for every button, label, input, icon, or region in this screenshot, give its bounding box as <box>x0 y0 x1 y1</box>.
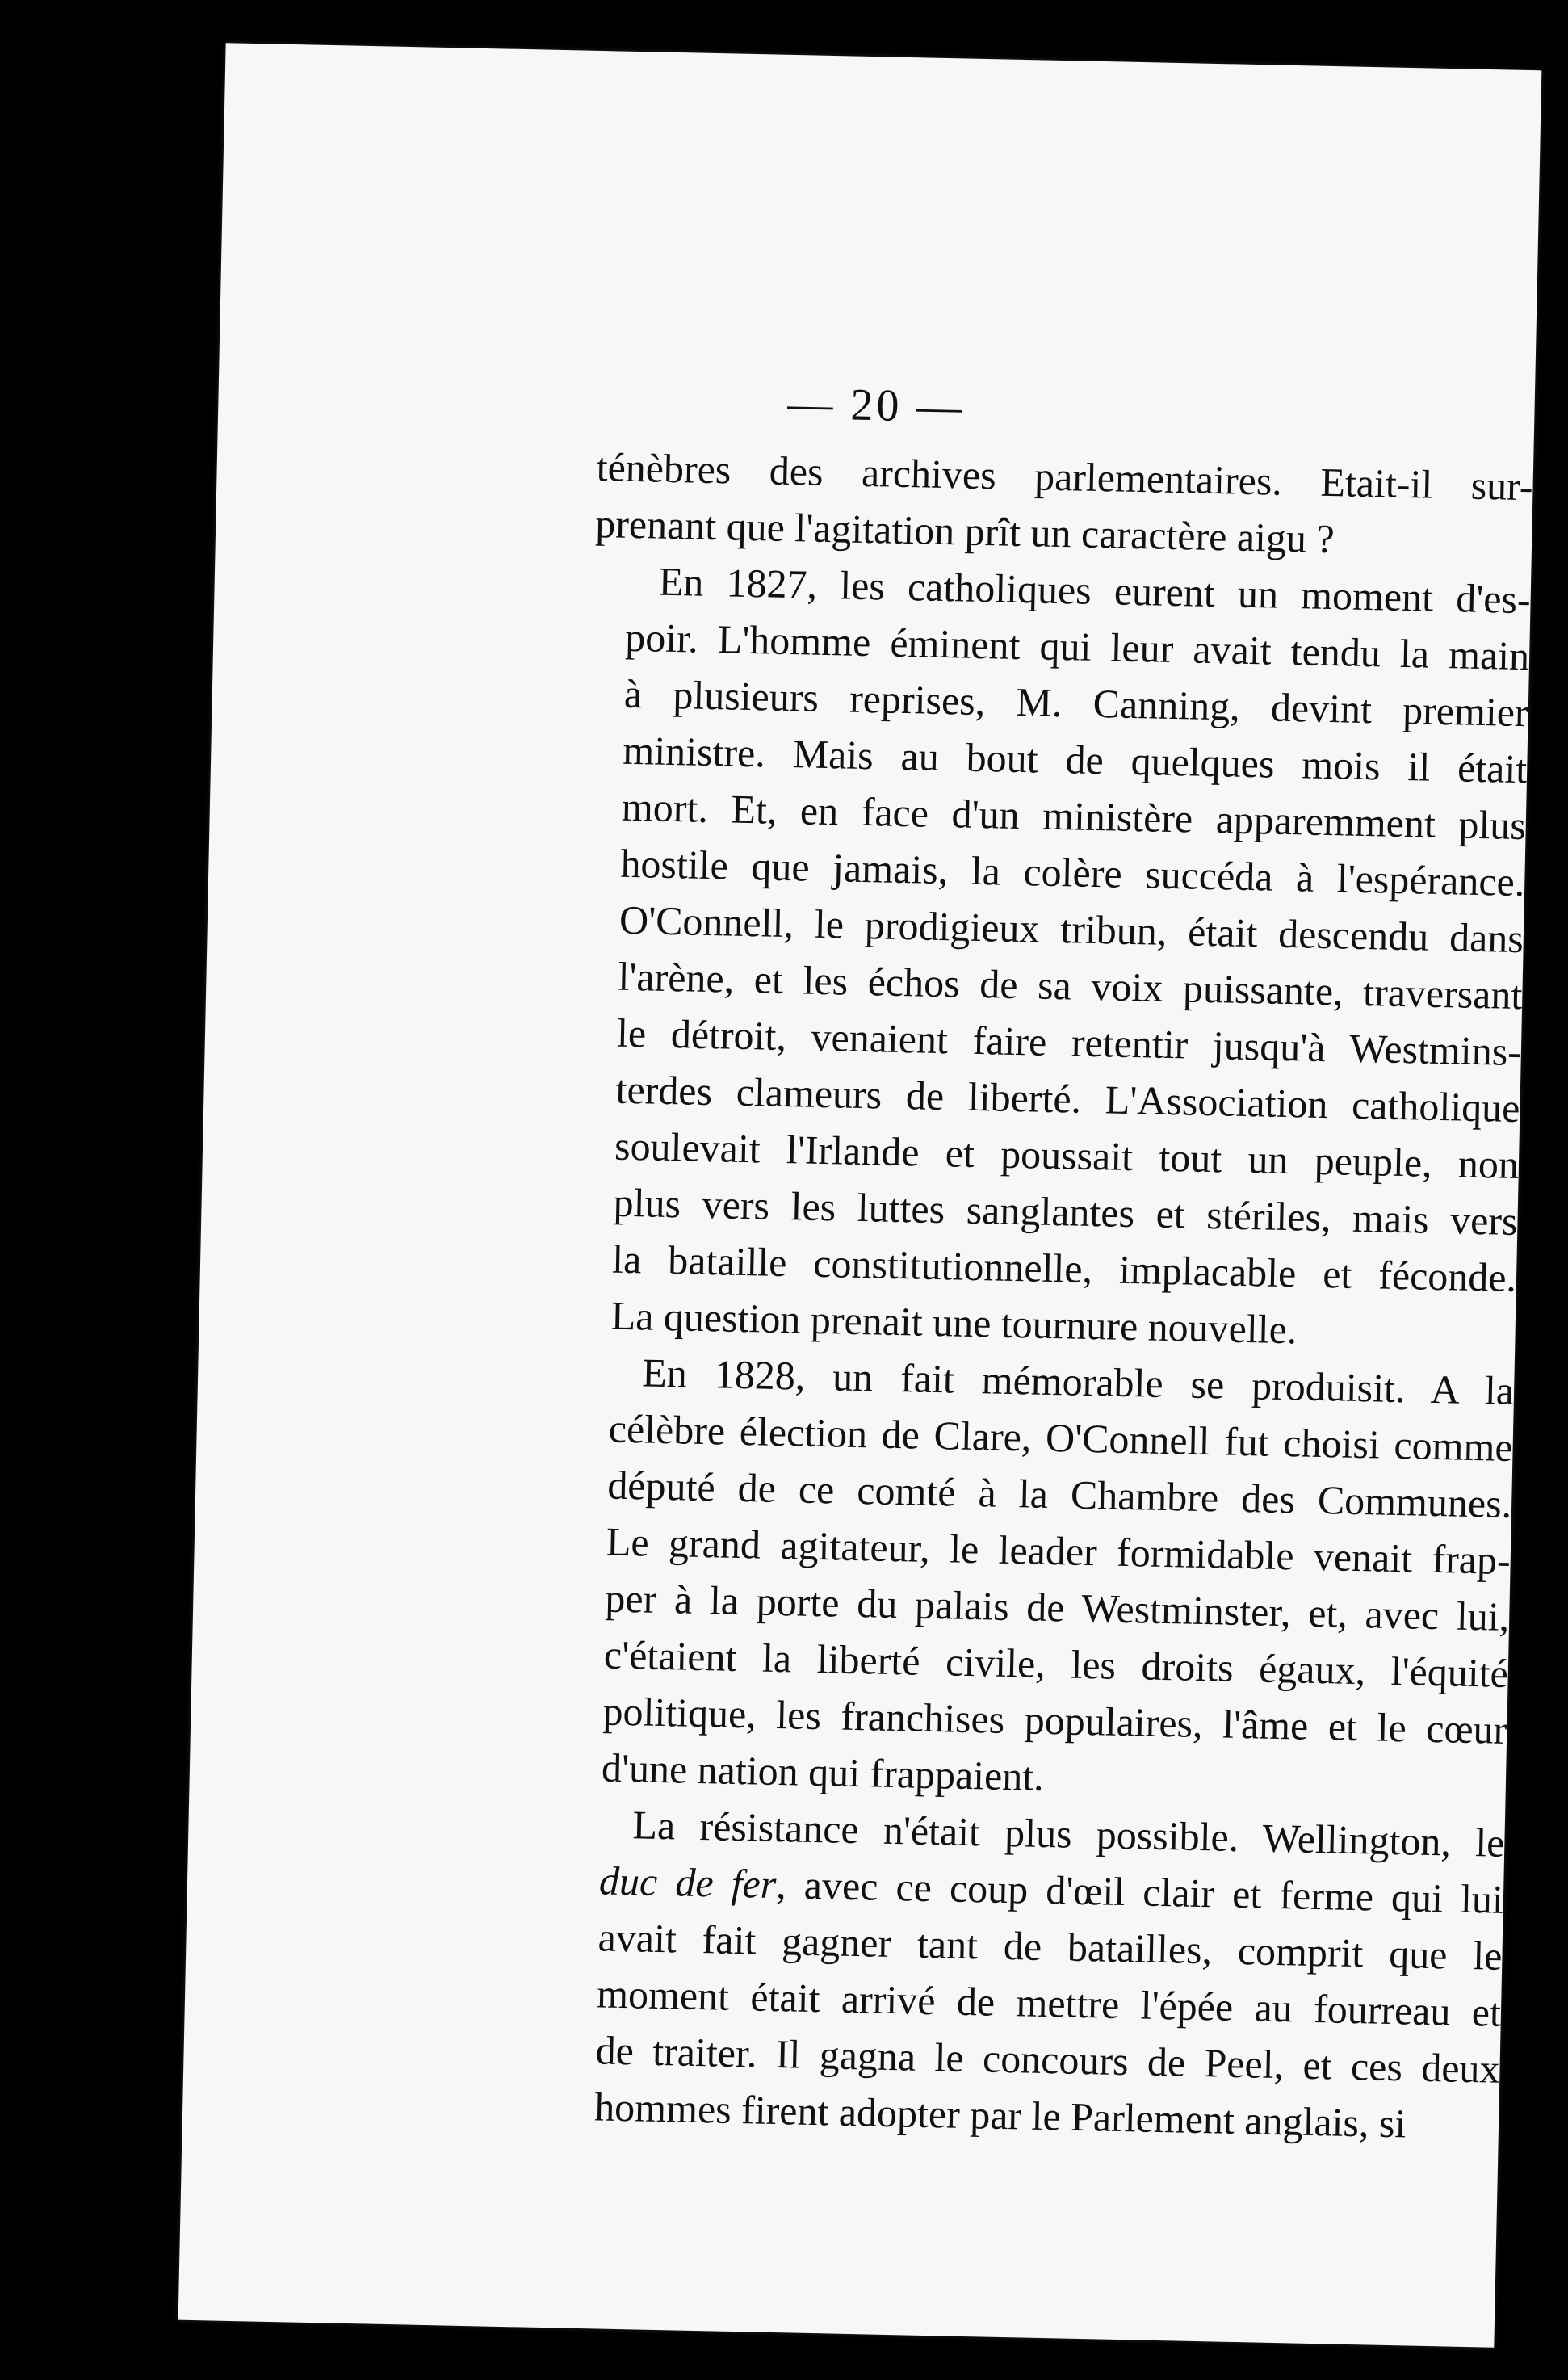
text-line: poir. L'homme éminent qui leur avait tendu la main <box>624 614 1530 679</box>
text-line: député de ce comté à la Chambre des Communes. <box>606 1462 1512 1526</box>
text-line: l'arène, et les échos de sa voix puissante, traversant <box>618 953 1523 1018</box>
page-number: — 20 — <box>786 378 966 433</box>
text-line: plus vers les luttes sanglantes et stériles, mais vers <box>613 1179 1519 1245</box>
text-line: d'une nation qui frappaient. <box>601 1744 1045 1799</box>
body-text <box>562 439 1534 2154</box>
paragraph <box>595 439 1534 571</box>
text-line: la bataille constitutionnelle, implacable et féconde. <box>611 1236 1517 1301</box>
text-line: de traiter. Il gagna le concours de Peel, et ces deux <box>595 2027 1501 2092</box>
text-line: avait fait gagner tant de batailles, comprit que le <box>597 1914 1503 1979</box>
book-page <box>178 43 1542 2348</box>
paragraph <box>568 1343 1514 1815</box>
text-line: terdes clameurs de liberté. L'Association catholique <box>615 1066 1521 1131</box>
text-line: c'étaient la liberté civile, les droits égaux, l'équité <box>603 1631 1509 1696</box>
text-line: En 1828, un fait mémorable se produisit. A la <box>641 1350 1515 1414</box>
text-line: politique, les franchises populaires, l'âme et le cœur <box>602 1688 1507 1752</box>
text-line: à plusieurs reprises, M. Canning, devint premier <box>623 670 1529 736</box>
text-line: prenant que l'agitation prît un caractère aigu ? <box>594 500 1335 562</box>
text-line: le détroit, venaient faire retentir jusqu'à Westmins- <box>616 1010 1522 1075</box>
paragraph <box>578 552 1531 1362</box>
text-line: La question prenait une tournure nouvelle. <box>610 1292 1298 1353</box>
text-line: ténèbres des archives parlementaires. Etait-il sur- <box>596 443 1534 510</box>
text-line: hommes firent adopter par le Parlement anglais, si <box>593 2084 1407 2147</box>
text-line: per à la porte du palais de Westminster, et, avec lui, <box>604 1575 1510 1639</box>
text-line: hostile que jamais, la colère succéda à l'espérance. <box>619 840 1525 905</box>
text-line: ministre. Mais au bout de quelques mois il était <box>622 727 1528 792</box>
text-line: mort. Et, en face d'un ministère apparemment plus <box>621 783 1527 849</box>
text-line: La résistance n'était plus possible. Wellington, le <box>632 1802 1505 1866</box>
text-line: duc de fer, avec ce coup d'œil clair et ferme qui lui <box>598 1857 1504 1922</box>
paragraph <box>562 1795 1506 2154</box>
text-line: Le grand agitateur, le leader formidable venait frap- <box>606 1518 1511 1583</box>
text-line: soulevait l'Irlande et poussait tout un peuple, non <box>614 1123 1520 1188</box>
text-line: En 1827, les catholiques eurent un moment d'es- <box>658 558 1532 623</box>
text-line: moment était arrivé de mettre l'épée au fourreau et <box>596 1971 1502 2035</box>
text-line: célèbre élection de Clare, O'Connell fut choisi comme <box>608 1405 1514 1470</box>
text-line: O'Connell, le prodigieux tribun, était descendu dans <box>618 896 1524 962</box>
